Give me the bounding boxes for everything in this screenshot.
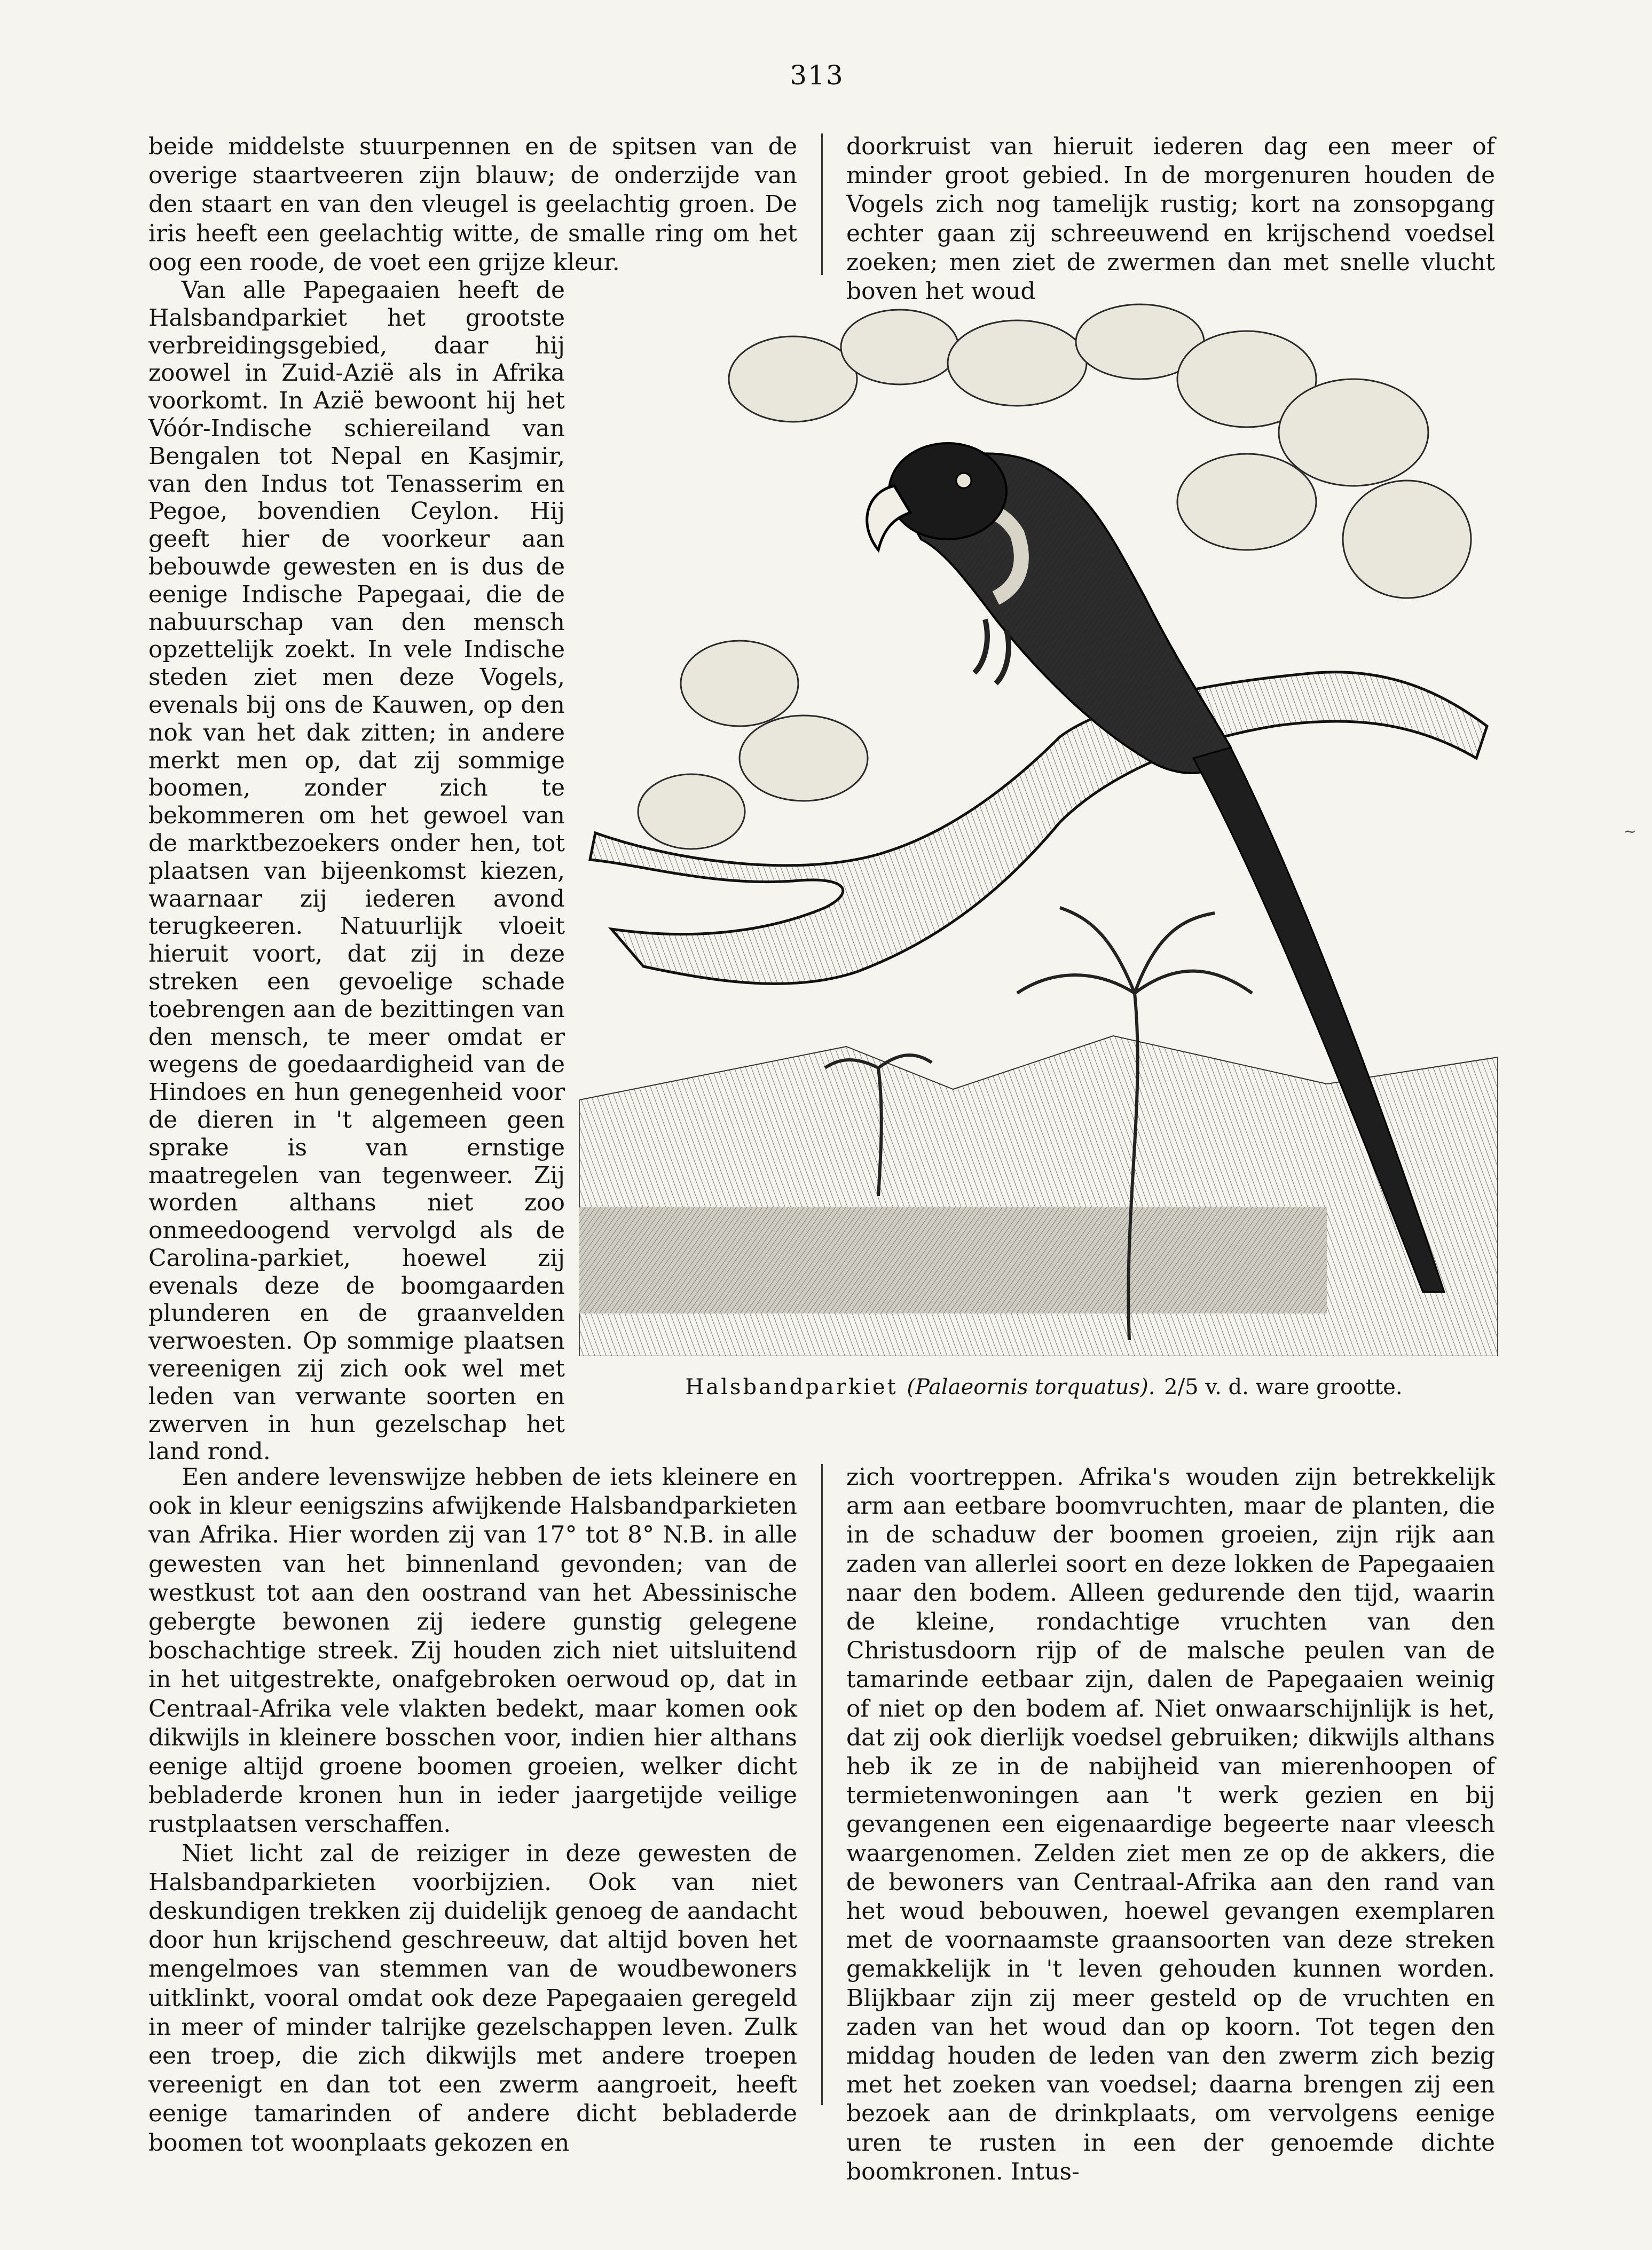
paragraph: doorkruist van hieruit iederen dag een meer of minder groot gebied. In de morgenuren houden de Vogels zich nog tamelijk rustig; kort na zonsopgang echter gaan zij schreeuwend en krijschend voedsel zoeken; men ziet de zwermen dan met snelle vlucht boven het woud [846, 133, 1495, 305]
parrot-head [889, 443, 1006, 539]
paragraph: beide middelste stuurpennen en de spitsen van de overige staartveeren zijn blauw; de onderzijde van den staart en van den vleugel is geelachtig groen. De iris heeft een geelachtig witte, de smalle ring om het oog een roode, de voet een grijze kleur. [148, 133, 797, 276]
caption-latin-name: (Palaeornis torquatus). [907, 1375, 1155, 1399]
caption-label: Halsbandparkiet [685, 1375, 898, 1399]
page-number: 313 [790, 60, 844, 91]
margin-mark: ~ [1623, 822, 1637, 841]
left-column-bottom [148, 1463, 797, 2158]
parakeet-illustration [579, 299, 1498, 1356]
right-column-top [846, 132, 1495, 306]
column-divider-top [821, 133, 823, 275]
column-divider-bottom [821, 1464, 823, 2105]
left-column-top [148, 132, 797, 277]
left-column-wrap-text [148, 277, 565, 1466]
paragraph: Niet licht zal de reiziger in deze gewesten de Halsbandparkieten voorbijzien. Ook van niet deskundigen trekken zij duidelijk genoeg de aandacht door hun krijschend geschreeuw, dat altijd boven het mengelmoes van stemmen van de woudbewoners uitklinkt, vooral omdat ook deze Papegaaien geregeld in meer of minder talrijke gezelschappen leven. Zulk een troep, die zich dikwijls met andere troepen vereenigt en dan tot een zwerm aangroeit, heeft eenige tamarinden of andere dicht bebladerde boomen tot woonplaats gekozen en [148, 1839, 797, 2157]
right-column-bottom [846, 1463, 1495, 2186]
caption-scale: 2/5 v. d. ware grootte. [1164, 1375, 1403, 1399]
figure-caption [670, 1375, 1418, 1399]
paragraph: Een andere levenswijze hebben de iets kleinere en ook in kleur eenigszins afwijkende Halsbandparkieten van Afrika. Hier worden zij van 17° tot 8° N.B. in alle gewesten van het binnenland gevonden; van de westkust tot aan den oostrand van het Abessinische gebergte bewonen zij iedere gunstig gelegene boschachtige streek. Zij houden zich niet uitsluitend in het uitgestrekte, onafgebroken oerwoud op, dat in Centraal-Afrika vele vlakten bedekt, maar komen ook dikwijls in kleinere bosschen voor, indien hier althans eenige altijd groene boomen groeien, welker dicht bebladerde kronen hun in ieder jaargetijde veilige rustplaatsen verschaffen. [148, 1464, 797, 1838]
paragraph: Van alle Papegaaien heeft de Halsbandparkiet het grootste verbreidingsgebied, daar hij zoowel in Zuid-Azië als in Afrika voorkomt. In Azië bewoont hij het Vóór-Indische schiereiland van Bengalen tot Nepal en Kasjmir, van den Indus tot Tenasserim en Pegoe, bovendien Ceylon. Hij geeft hier de voorkeur aan bebouwde gewesten en is dus de eenige Indische Papegaai, die de nabuurschap van den mensch opzettelijk zoekt. In vele Indische steden ziet men deze Vogels, evenals bij ons de Kauwen, op den nok van het dak zitten; in andere merkt men op, dat zij sommige boomen, zonder zich te bekommeren om het gewoel van de marktbezoekers onder hen, tot plaatsen van bijeenkomst kiezen, waarnaar zij iederen avond terugkeeren. Natuurlijk vloeit hieruit voort, dat zij in deze streken een gevoelige schade toebrengen aan de bezittingen van den mensch, te meer omdat er wegens de goedaardigheid van de Hindoes en hun genegenheid voor de dieren in 't algemeen geen sprake is van ernstige maatregelen van tegenweer. Zij worden althans niet zoo onmeedoogend vervolgd als de Carolina-parkiet, hoewel zij evenals deze de boomgaarden plunderen en de graanvelden verwoesten. Op sommige plaatsen vereenigen zij zich ook wel met leden van verwante soorten en zwerven in hun gezelschap het land rond. [148, 277, 565, 1466]
paragraph: zich voortreppen. Afrika's wouden zijn betrekkelijk arm aan eetbare boomvruchten, maar de planten, die in de schaduw der boomen groeien, zijn rijk aan zaden van allerlei soort en deze lokken de Papegaaien naar den bodem. Alleen gedurende den tijd, waarin de kleine, rondachtige vruchten van den Christusdoorn rijp of de malsche peulen van de tamarinde eetbaar zijn, dalen de Papegaaien weinig of niet op den bodem af. Niet onwaarschijnlijk is het, dat zij ook dierlijk voedsel gebruiken; dikwijls althans heb ik ze in de nabijheid van mierenhoopen of termietenwoningen aan 't werk gezien en bij gevangenen een eigenaardige begeerte naar vleesch waargenomen. Zelden ziet men ze op de akkers, die de bewoners van Centraal-Afrika aan den rand van het woud bebouwen, hoewel gevangen exemplaren met de voornaamste graansoorten van deze streken gemakkelijk in 't leven gehouden kunnen worden. Blijkbaar zijn zij meer gesteld op de vruchten en zaden van het woud dan op koorn. Tot tegen den middag houden de leden van den zwerm zich bezig met het zoeken van voedsel; daarna brengen zij een bezoek aan de drinkplaats, om vervolgens eenige uren te rusten in een der genoemde dichte boomkronen. Intus- [846, 1464, 1495, 2185]
parrot-eye [956, 473, 971, 488]
